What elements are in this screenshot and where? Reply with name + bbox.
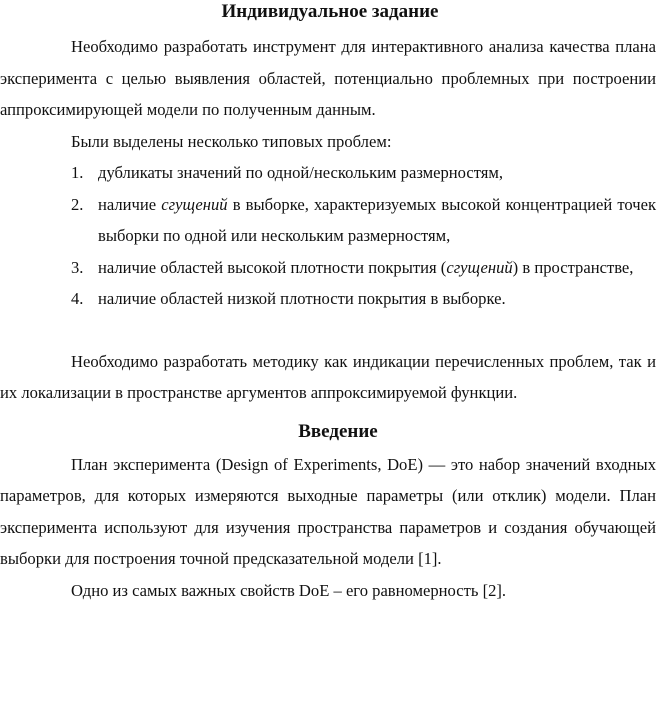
problems-intro-paragraph: Были выделены несколько типовых проблем:: [71, 131, 392, 151]
list-item-emphasis: сгущений: [446, 257, 513, 277]
list-number: 1.: [71, 163, 84, 182]
spacer: [0, 315, 656, 346]
list-item: [0, 157, 656, 189]
list-number: 2.: [71, 194, 84, 214]
heading-individual-task: Индивидуальное задание: [221, 1, 439, 22]
problems-list: [0, 157, 656, 315]
task-description-paragraph: Необходимо разработать инструмент для интерактивного анализа качества плана эксперимента с целью выявления областей, потенциально проблемных при построении аппроксимирующей модели по полученным данным.: [0, 37, 656, 119]
list-number: 4.: [71, 289, 84, 308]
list-item: [0, 189, 656, 252]
list-item-text-before: наличие: [98, 194, 162, 214]
doe-definition-paragraph: План эксперимента (Design of Experiments, DoE) — это набор значений входных параметров, для которых измеряются выходные параметры (или отклик) модели. План эксперимента используют для изучения пространства параметров и создания обучающей выборки для построения точной предсказательной модели [1].: [0, 454, 656, 568]
list-item: [0, 252, 656, 284]
list-number: 3.: [71, 257, 84, 277]
list-item-text-after: ) в пространстве,: [512, 257, 634, 277]
list-item: [0, 283, 656, 315]
list-item-text: дубликаты значений по одной/нескольким размерностям,: [98, 163, 504, 182]
heading-introduction: Введение: [298, 420, 378, 442]
list-item-text-before: наличие областей высокой плотности покрытия (: [98, 257, 447, 277]
list-item-emphasis: сгущений: [161, 194, 228, 214]
list-item-text-after: в выборке, характеризуемых высокой концентрацией точек выборки по одной или нескольким размерностям,: [98, 194, 656, 245]
doe-uniformity-paragraph: Одно из самых важных свойств DoE – его равномерность [2].: [71, 580, 507, 600]
methodology-paragraph: Необходимо разработать методику как индикации перечисленных проблем, так и их локализации в пространстве аргументов аппроксимируемой функции.: [0, 351, 656, 402]
list-item-text: наличие областей низкой плотности покрытия в выборке.: [98, 289, 506, 308]
